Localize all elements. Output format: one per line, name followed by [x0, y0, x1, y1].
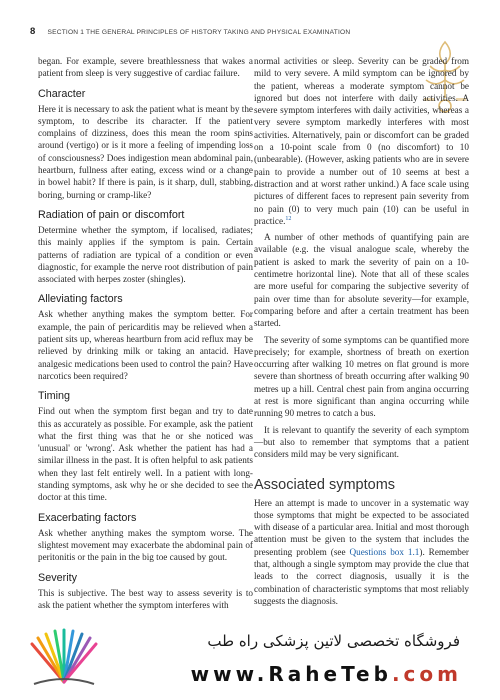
reference-superscript[interactable]: 12	[285, 215, 292, 222]
left-column	[38, 55, 253, 615]
section-heading-radiation: Radiation of pain or discomfort	[38, 208, 185, 221]
page-number: 8	[30, 26, 36, 37]
quantify-precise-paragraph: The severity of some symptoms can be quantified more precisely; for example, shortness of breath on exertion occurring after walking 10 metres on flat ground is more severe than shortness of breath occurring after walking 90 metres up a hill. Central chest pain from angina occurring at rest is more significant than angina occurring while running 90 metres to catch a bus.	[254, 334, 469, 419]
associated-text-a: Here an attempt is made to uncover in a systematic way those symptoms that might be expected to be associated with disease of a particular area. Initial and most thorough attention must be given to the system that includes the presenting problem (see	[254, 497, 469, 557]
quantify-relevance-paragraph: It is relevant to quantify the severity of each symptom—but also to remember that symptoms that a patient considers mild may be very significant.	[254, 424, 469, 460]
footer-banner	[0, 620, 500, 700]
quantify-methods-paragraph: A number of other methods of quantifying pain are available (e.g. the visual analogue scale, whereby the patient is asked to mark the severity of pain on a 10-centimetre horizontal line). Note that all of these scales are more useful for comparing the subjective severity of pain over time than for absolute severity—for example, comparing before and after a certain treatment has been started.	[254, 232, 469, 329]
store-url-main: www.RaheTeb	[190, 662, 392, 686]
running-header	[30, 26, 470, 40]
severity-continued-paragraph	[254, 55, 469, 227]
running-title: SECTION 1 THE GENERAL PRINCIPLES OF HISTORY TAKING AND PHYSICAL EXAMINATION	[47, 29, 351, 36]
store-url[interactable]	[191, 662, 462, 686]
section-heading-character: Character	[38, 87, 86, 100]
associated-text-b: ). Remember that, although a single symptom may provide the clue that leads to the correct diagnosis, usually it is the combination of characteristic symptoms that most reliably suggests the diagnosis.	[254, 546, 469, 606]
rainbow-book-logo-icon	[24, 626, 104, 694]
section-heading-alleviating: Alleviating factors	[38, 293, 123, 306]
section-heading-severity: Severity	[38, 571, 78, 584]
questions-box-link[interactable]: Questions box 1.1	[349, 546, 420, 557]
store-url-domain: .com	[391, 662, 462, 686]
section-heading-exacerbating: Exacerbating factors	[38, 511, 137, 524]
section-heading-timing: Timing	[38, 390, 70, 403]
store-name-persian: فروشگاه تخصصی لاتین پزشکی راه طب	[207, 632, 460, 650]
intro-paragraph: began. For example, severe breathlessness that wakes a patient from sleep is very suggestive of cardiac failure.	[38, 56, 253, 79]
timing-paragraph: Find out when the symptom first began and try to date this as accurately as possible. For example, ask the patient what the first thing was that he or she noticed was 'unusual' or 'wrong'. Ask whether the patient has had a similar illness in the past. It is often helpful to ask patients when they last felt entirely well. In a patient with long-standing symptoms, ask why he or she decided to see the doctor at this time.	[38, 406, 253, 503]
severity-paragraph: This is subjective. The best way to assess severity is to ask the patient whether the symptom interferes with	[38, 587, 253, 610]
alleviating-paragraph: Ask whether anything makes the symptom better. For example, the pain of pericarditis may be relieved when a patient sits up, whereas heartburn from acid reflux may be relieved by drinking milk or taking an antacid. Have analgesic medications been used to control the pain? Have narcotics been required?	[38, 309, 253, 381]
severity-continued-text: normal activities or sleep. Severity can be graded from mild to very severe. A mild symptom can be ignored by the patient, whereas a moderate symptom cannot be ignored but does not interfere with daily activities. A severe symptom interferes with daily activities, whereas a very severe symptom markedly interferes with most activities. Alternatively, pain or discomfort can be graded on a 10-point scale from 0 (no discomfort) to 10 (unbearable). (However, asking patients who are in severe pain to provide a number out of 10 seems at best a distraction and at worst rather unkind.) A face scale using pictures of different faces to represent pain severity from no pain (0) to very much pain (10) can be useful in practice.	[254, 56, 469, 226]
section-heading-associated-symptoms: Associated symptoms	[254, 476, 396, 493]
right-column	[254, 55, 469, 611]
character-paragraph: Here it is necessary to ask the patient what is meant by the symptom, to describe its character. If the patient complains of dizziness, does this mean the room spins around (vertigo) or is it more a feeling of impending loss of consciousness? Does indigestion mean abdominal pain, heartburn, fullness after eating, excess wind or a change in bowel habit? If there is pain, is it sharp, dull, stabbing, boring, burning or cramp-like?	[38, 103, 253, 200]
radiation-paragraph: Determine whether the symptom, if localised, radiates; this mainly applies if the symptom is pain. Certain patterns of radiation are typical of a condition or even diagnostic, for example the nerve root distribution of pain associated with herpes zoster (shingles).	[38, 224, 253, 285]
associated-symptoms-paragraph	[254, 497, 469, 608]
exacerbating-paragraph: Ask whether anything makes the symptom worse. The slightest movement may exacerbate the abdominal pain of peritonitis or the pain in the big toe caused by gout.	[38, 527, 253, 563]
